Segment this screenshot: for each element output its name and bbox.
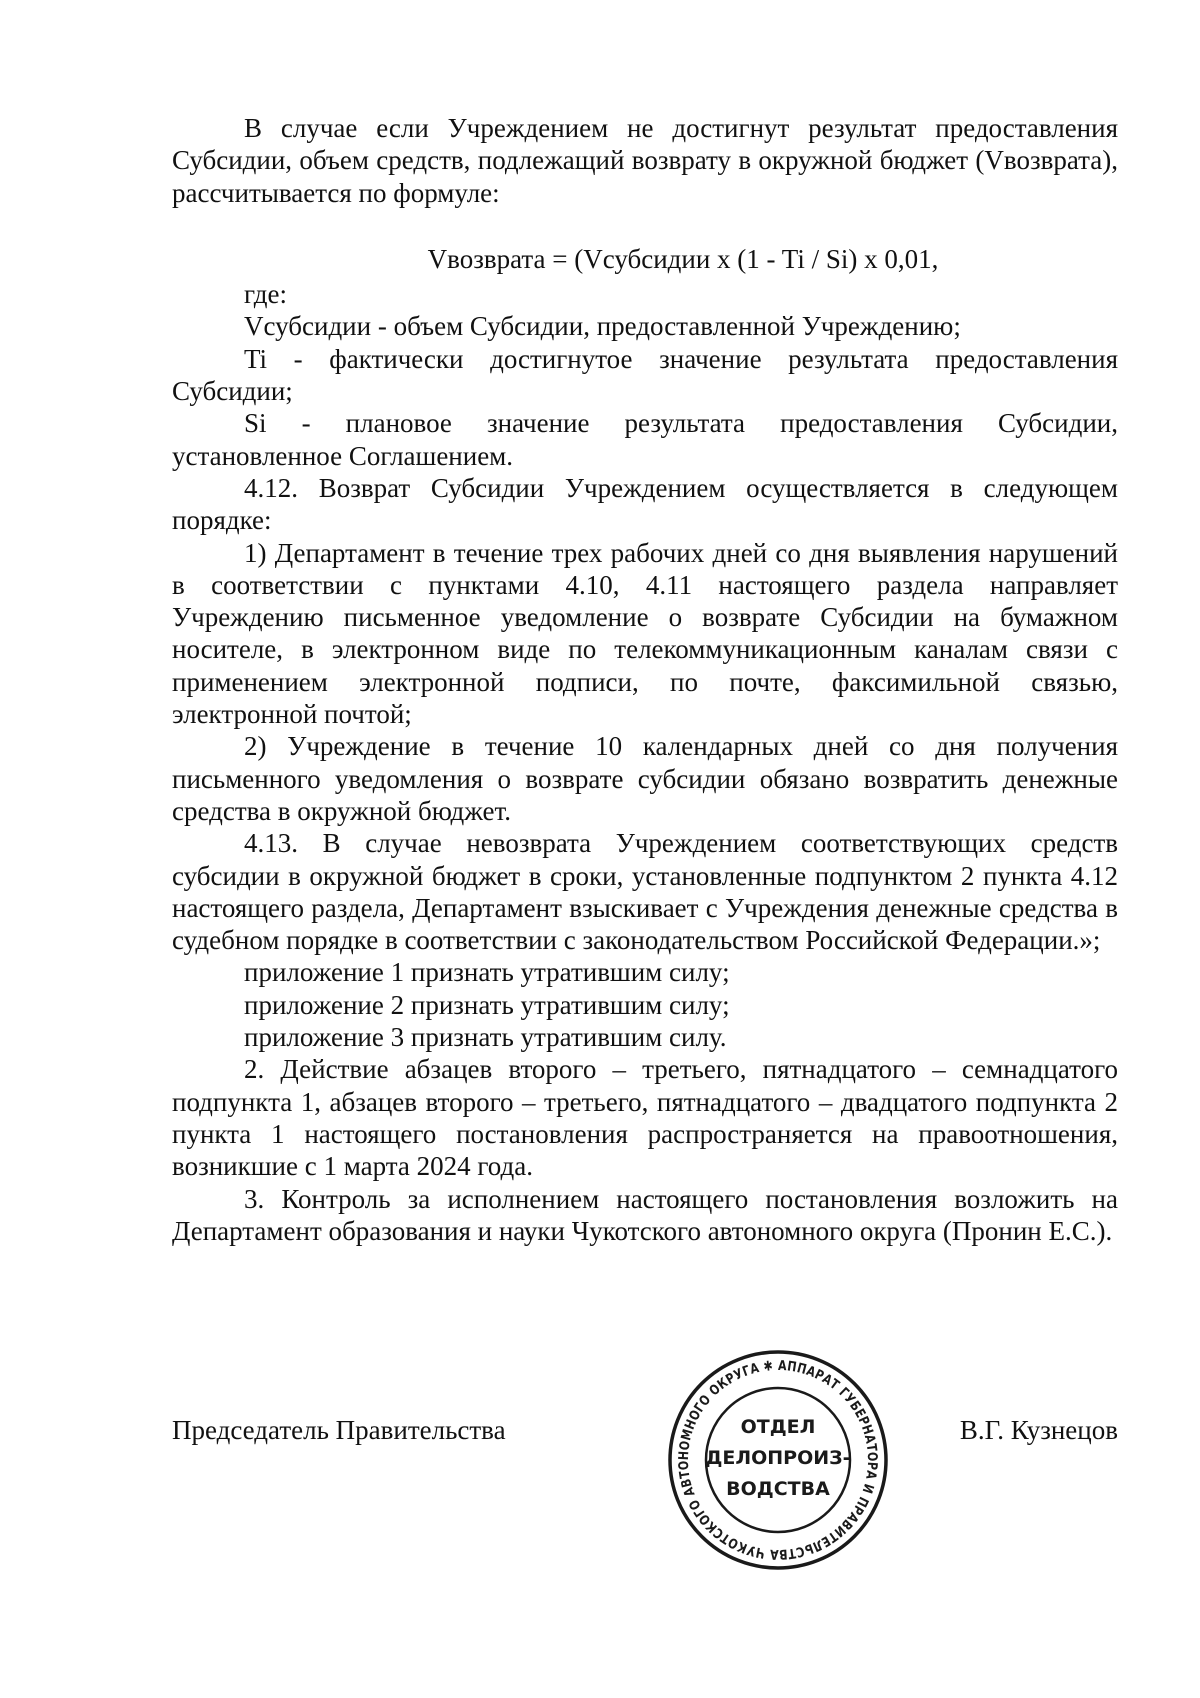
paragraph: где: — [244, 279, 287, 310]
paragraph: Vсубсидии - объем Субсидии, предоставленной Учреждению; — [244, 311, 961, 342]
seal-ring-textpath: АППАРАТ ГУБЕРНАТОРА И ПРАВИТЕЛЬСТВА ЧУКОТСКОГО АВТОНОМНОГО ОКРУГА ✱ — [675, 1357, 881, 1563]
formula: Vвозврата = (Vсубсидии x (1 - Ti / Si) x 0,01, — [427, 243, 939, 274]
paragraph: 4.12. Возврат Субсидии Учреждением осуществляется в следующем порядке: — [172, 472, 1118, 536]
paragraph: В случае если Учреждением не достигнут результат предоставления Субсидии, объем средств, подлежащий возврату в окружной бюджет (Vвозврата), рассчитывается по формуле: — [172, 113, 1118, 208]
paragraph: 1) Департамент в течение трех рабочих дней со дня выявления нарушений в соответствии с пунктами 4.10, 4.11 настоящего раздела направляет Учреждению письменное уведомление о возврате Субсидии на бумажном носителе, в электронном виде по телекоммуникационным каналам связи с применением электронной подписи, по почте, факсимильной связью, электронной почтой; — [172, 537, 1118, 730]
document-body — [172, 112, 1118, 1247]
seal-center-line: ДЕЛОПРОИЗ- — [705, 1447, 851, 1469]
paragraph: приложение 1 признать утратившим силу; — [244, 957, 730, 988]
paragraph: Ti - фактически достигнутое значение результата предоставления Субсидии; — [172, 343, 1118, 407]
paragraph: 3. Контроль за исполнением настоящего постановления возложить на Департамент образования и науки Чукотского автономного округа (Пронин Е.С.). — [172, 1183, 1118, 1246]
paragraph: Si - плановое значение результата предоставления Субсидии, установленное Соглашением. — [172, 408, 1118, 471]
paragraph: 4.13. В случае невозврата Учреждением соответствующих средств субсидии в окружной бюджет в сроки, установленные подпунктом 2 пункта 4.12 настоящего раздела, Департамент взыскивает с Учреждения денежные средства в судебном порядке в соответствии с законодательством Российской Федерации.»; — [172, 828, 1118, 956]
signatory-position: Председатель Правительства — [172, 1415, 506, 1445]
seal-center-line: ВОДСТВА — [726, 1478, 830, 1500]
seal-center-text — [705, 1416, 850, 1500]
signatory-name: В.Г. Кузнецов — [959, 1415, 1118, 1445]
official-seal — [665, 1347, 891, 1573]
paragraph: приложение 2 признать утратившим силу; — [244, 989, 730, 1020]
paragraph: 2) Учреждение в течение 10 календарных дней со дня получения письменного уведомления о возврате субсидии обязано возвратить денежные средства в окружной бюджет. — [172, 731, 1118, 826]
paragraph: 2. Действие абзацев второго – третьего, пятнадцатого – семнадцатого подпункта 1, абзацев второго – третьего, пятнадцатого – двадцатого подпункта 2 пункта 1 настоящего постановления распространяется на правоотношения, возникшие с 1 марта 2024 года. — [172, 1054, 1118, 1182]
seal-center-line: ОТДЕЛ — [740, 1416, 816, 1438]
paragraph: приложение 3 признать утратившим силу. — [244, 1022, 727, 1053]
